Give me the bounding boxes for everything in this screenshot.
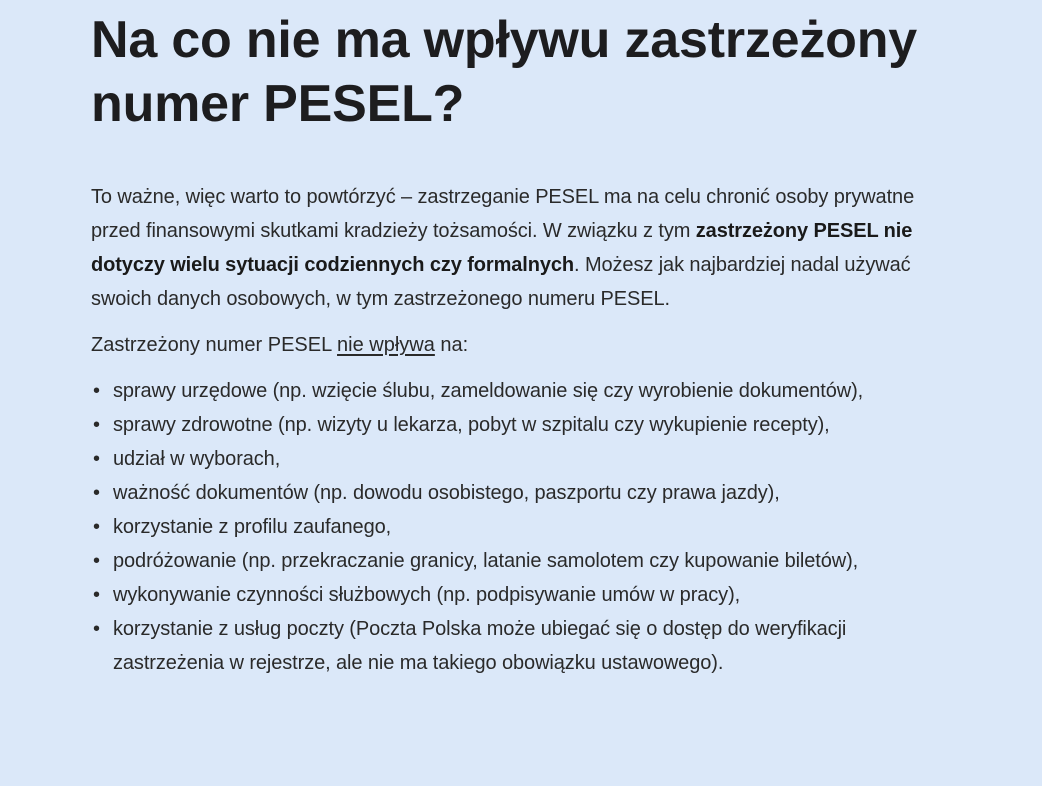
list-item-text: korzystanie z usług poczty (Poczta Polska może ubiegać się o dostęp do weryfikacji zastrzeżenia w rejestrze, ale nie ma takiego obowiązku ustawowego). — [113, 618, 847, 674]
list-item — [93, 476, 951, 510]
list-item-text: korzystanie z profilu zaufanego, — [113, 516, 392, 538]
list-item-text: sprawy zdrowotne (np. wizyty u lekarza, pobyt w szpitalu czy wykupienie recepty), — [113, 414, 830, 436]
bullet-icon: • — [93, 550, 100, 572]
bullet-icon: • — [93, 414, 100, 436]
page-title: Na co nie ma wpływu zastrzeżony numer PESEL? — [91, 11, 918, 133]
intro-paragraph — [91, 180, 951, 316]
lead-text-start: Zastrzeżony numer PESEL — [91, 334, 338, 356]
list-item-text: sprawy urzędowe (np. wzięcie ślubu, zameldowanie się czy wyrobienie dokumentów), — [113, 380, 864, 402]
list-item-text: wykonywanie czynności służbowych (np. podpisywanie umów w pracy), — [113, 584, 741, 606]
intro-text-end: . Możesz jak najbardziej nadal używać swoich danych osobowych, w tym zastrzeżonego numeru PESEL. — [91, 254, 911, 310]
bullet-icon: • — [93, 516, 100, 538]
article-content — [91, 8, 951, 680]
intro-bold-text: zastrzeżony PESEL nie dotyczy wielu sytuacji codziennych czy formalnych — [91, 220, 913, 276]
lead-underlined-text: nie wpływa — [337, 334, 435, 356]
list-item — [93, 408, 951, 442]
list-item-text: ważność dokumentów (np. dowodu osobistego, paszportu czy prawa jazdy), — [113, 482, 780, 504]
bullet-icon: • — [93, 448, 100, 470]
bullet-icon: • — [93, 482, 100, 504]
list-item — [93, 442, 951, 476]
bullet-icon: • — [93, 584, 100, 606]
list-item — [93, 578, 951, 612]
list-item-text: podróżowanie (np. przekraczanie granicy, latanie samolotem czy kupowanie biletów), — [113, 550, 859, 572]
lead-text-end: na: — [434, 334, 469, 356]
bullet-icon: • — [93, 618, 100, 640]
list-item — [93, 510, 951, 544]
list-lead-paragraph — [91, 328, 951, 362]
bullet-list — [91, 374, 951, 680]
intro-text-start: To ważne, więc warto to powtórzyć – zastrzeganie PESEL ma na celu chronić osoby prywatne przed finansowymi skutkami kradzieży tożsamości. W związku z tym — [91, 186, 915, 242]
list-item — [93, 374, 951, 408]
bullet-icon: • — [93, 380, 100, 402]
list-item — [93, 544, 951, 578]
list-item-text: udział w wyborach, — [113, 448, 281, 470]
list-item — [93, 612, 951, 680]
